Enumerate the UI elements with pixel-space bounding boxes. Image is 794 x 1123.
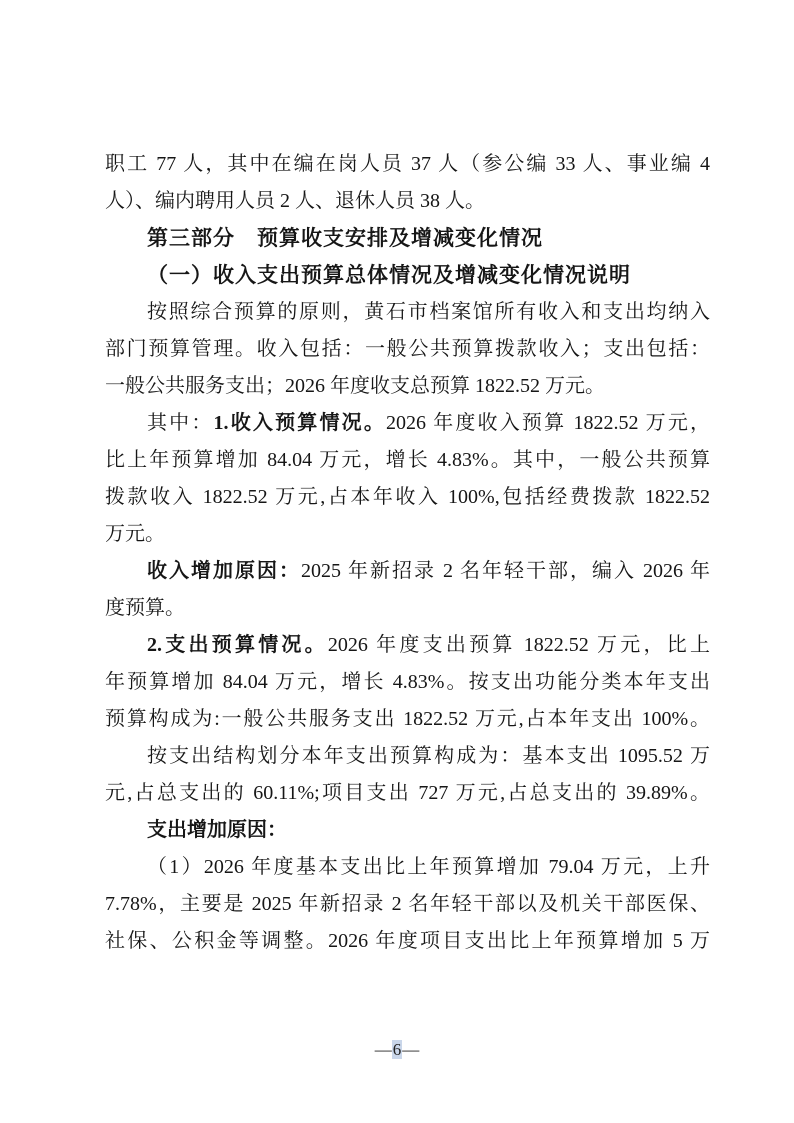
section-heading <box>105 220 710 257</box>
text-segment: 支出增加原因： <box>147 819 287 841</box>
text-segment: （一）收入支出预算总体情况及增减变化情况说明 <box>147 263 631 287</box>
text-line <box>105 368 710 405</box>
text-line <box>105 590 710 627</box>
text-segment: 按照综合预算的原则，黄石市档案馆所有收入和支出均纳入 <box>147 301 710 323</box>
page-number: 6 <box>392 1040 402 1059</box>
text-line <box>105 405 710 442</box>
text-line <box>105 479 710 516</box>
text-line <box>105 516 710 553</box>
text-segment: 社保、公积金等调整。2026 年度项目支出比上年预算增加 5 万 <box>105 930 710 952</box>
footer-left-dash: — <box>374 1040 392 1059</box>
text-segment: 2026 年度收入预算 1822.52 万元， <box>386 412 711 434</box>
text-line <box>105 664 710 701</box>
text-segment: 2.支出预算情况。 <box>147 634 328 656</box>
text-line <box>105 775 710 812</box>
text-segment: 第三部分 预算收支安排及增减变化情况 <box>147 227 543 250</box>
text-segment: 7.78%，主要是 2025 年新招录 2 名年轻干部以及机关干部医保、 <box>105 893 710 915</box>
text-line <box>105 886 710 923</box>
text-segment: 万元。 <box>105 523 165 545</box>
text-line <box>105 442 710 479</box>
text-line <box>105 701 710 738</box>
text-segment: 职工 77 人，其中在编在岗人员 37 人（参公编 33 人、事业编 4 <box>105 153 710 175</box>
text-line <box>105 738 710 775</box>
text-line <box>105 183 710 220</box>
text-segment: 按支出结构划分本年支出预算构成为：基本支出 1095.52 万 <box>147 745 710 767</box>
footer-right-dash: — <box>402 1040 420 1059</box>
text-segment: 元,占总支出的 60.11%;项目支出 727 万元,占总支出的 39.89%。 <box>105 782 710 804</box>
text-segment: 年预算增加 84.04 万元，增长 4.83%。按支出功能分类本年支出 <box>105 671 710 693</box>
text-segment: （1）2026 年度基本支出比上年预算增加 79.04 万元，上升 <box>147 856 710 878</box>
text-segment: 1.收入预算情况。 <box>213 412 387 434</box>
text-segment: 2025 年新招录 2 名年轻干部，编入 2026 年 <box>301 560 710 582</box>
text-segment: 拨款收入 1822.52 万元,占本年收入 100%,包括经费拨款 1822.52 <box>105 486 710 508</box>
text-segment: 人）、编内聘用人员 2 人、退休人员 38 人。 <box>105 190 485 212</box>
text-segment: 收入增加原因： <box>147 560 301 582</box>
page-body <box>105 146 710 960</box>
text-line <box>105 923 710 960</box>
text-line <box>105 294 710 331</box>
text-segment: 其中： <box>147 412 214 434</box>
text-line <box>105 849 710 886</box>
text-segment: 预算构成为:一般公共服务支出 1822.52 万元,占本年支出 100%。 <box>105 708 710 730</box>
text-line <box>105 812 710 849</box>
text-line <box>105 331 710 368</box>
text-segment: 度预算。 <box>105 597 185 619</box>
text-segment: 部门预算管理。收入包括：一般公共预算拨款收入；支出包括： <box>105 338 710 360</box>
text-segment: 2026 年度支出预算 1822.52 万元，比上 <box>327 634 711 656</box>
text-segment: 一般公共服务支出；2026 年度收支总预算 1822.52 万元。 <box>105 375 605 397</box>
text-line <box>105 627 710 664</box>
text-segment: 比上年预算增加 84.04 万元，增长 4.83%。其中，一般公共预算 <box>105 449 710 471</box>
page-footer <box>0 1038 794 1062</box>
subsection-heading <box>105 257 710 294</box>
text-line <box>105 146 710 183</box>
text-line <box>105 553 710 590</box>
